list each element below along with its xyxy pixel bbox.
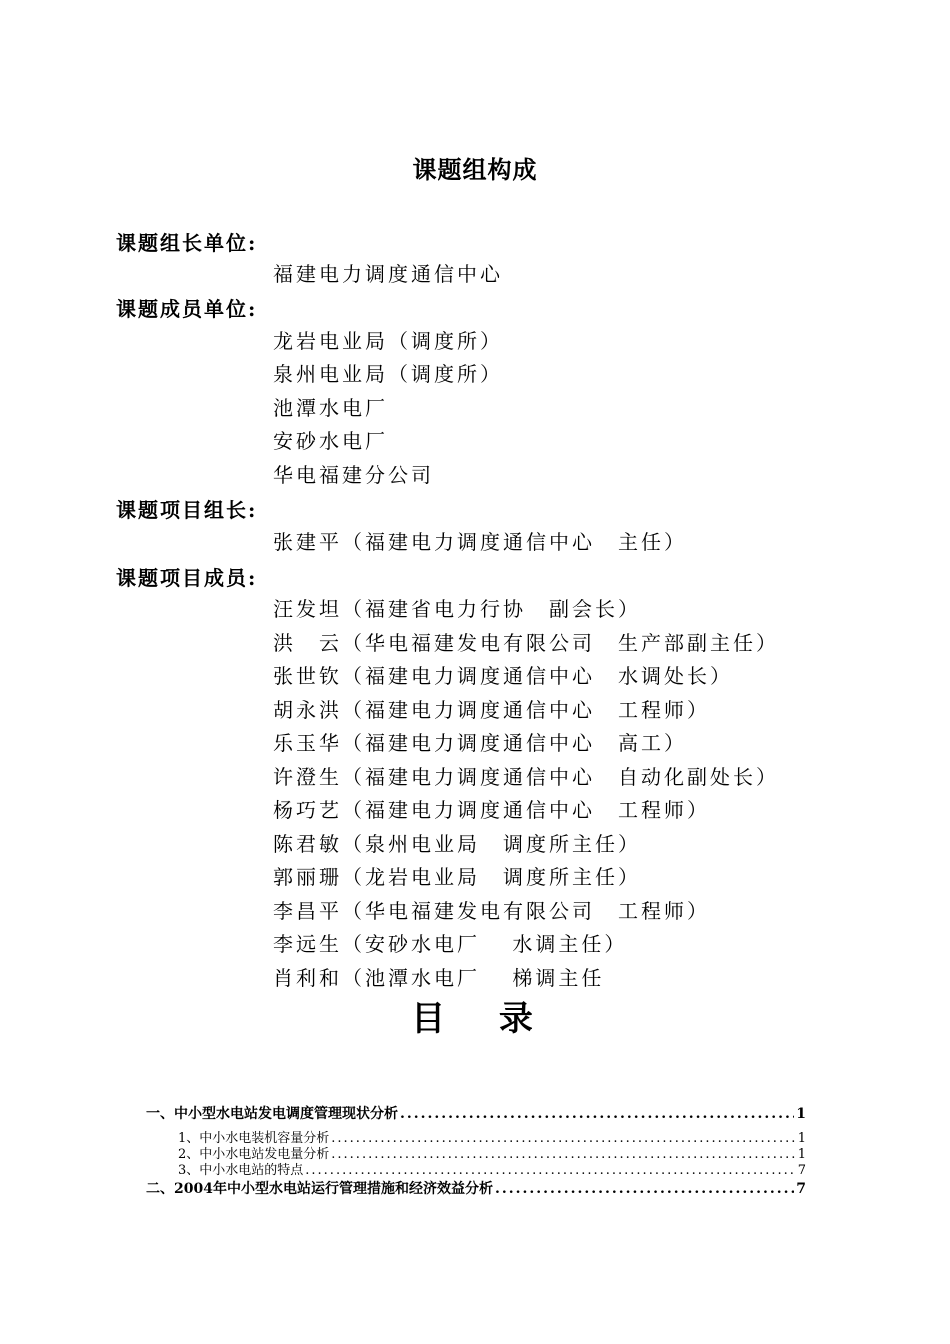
toc-entry-page: 7 (796, 1181, 806, 1197)
member-unit-item: 华电福建分公司 (273, 463, 434, 487)
project-member-item: 李远生（安砂水电厂 水调主任） (273, 932, 628, 956)
section-heading-member-units: 课题成员单位: (116, 297, 258, 321)
toc-entry-page: 1 (797, 1131, 806, 1146)
member-unit-item: 安砂水电厂 (273, 429, 388, 453)
section-heading-project-leader: 课题项目组长: (116, 498, 258, 522)
toc-entry-page: 1 (797, 1147, 806, 1162)
toc-entry-text: 2、中小水电站发电量分析 (178, 1147, 330, 1162)
toc-leader-dots (331, 1132, 795, 1146)
toc-entry[interactable] (146, 1180, 806, 1198)
toc-leader-dots (400, 1105, 794, 1123)
toc-leader-dots (495, 1180, 794, 1198)
toc-entry-page: 7 (797, 1163, 806, 1178)
leader-unit-item: 福建电力调度通信中心 (273, 262, 503, 286)
project-member-item: 李昌平（华电福建发电有限公司 工程师） (273, 899, 710, 923)
project-member-item: 杨巧艺（福建电力调度通信中心 工程师） (273, 798, 710, 822)
toc-entry-text: 3、中小水电站的特点 (178, 1163, 304, 1178)
toc-entry[interactable] (178, 1148, 806, 1162)
section-heading-project-members: 课题项目成员: (116, 566, 258, 590)
toc-leader-dots (305, 1164, 795, 1178)
project-member-item: 洪 云（华电福建发电有限公司 生产部副主任） (273, 631, 779, 655)
project-member-item: 许澄生（福建电力调度通信中心 自动化副处长） (273, 765, 779, 789)
toc-entry-text: 一、中小型水电站发电调度管理现状分析 (146, 1106, 398, 1122)
toc-entry[interactable] (178, 1132, 806, 1146)
project-member-item: 乐玉华（福建电力调度通信中心 高工） (273, 731, 687, 755)
project-member-item: 肖利和（池潭水电厂 梯调主任 (273, 966, 605, 990)
project-member-item: 张世钦（福建电力调度通信中心 水调处长） (273, 664, 733, 688)
section-heading-leader-unit: 课题组长单位: (116, 231, 258, 255)
toc-entry-text: 1、中小水电装机容量分析 (178, 1131, 330, 1146)
member-unit-item: 龙岩电业局（调度所） (273, 329, 503, 353)
project-member-item: 胡永洪（福建电力调度通信中心 工程师） (273, 698, 710, 722)
page-title: 课题组构成 (412, 155, 538, 184)
member-unit-item: 泉州电业局（调度所） (273, 362, 503, 386)
toc-leader-dots (331, 1148, 795, 1162)
member-unit-item: 池潭水电厂 (273, 396, 388, 420)
toc-entry-page: 1 (796, 1106, 806, 1122)
toc-entry-text: 二、2004年中小型水电站运行管理措施和经济效益分析 (146, 1181, 493, 1197)
toc-title: 目 录 (411, 999, 539, 1039)
project-member-item: 汪发坦（福建省电力行协 副会长） (273, 597, 641, 621)
project-leader-item: 张建平（福建电力调度通信中心 主任） (273, 530, 687, 554)
project-member-item: 郭丽珊（龙岩电业局 调度所主任） (273, 865, 641, 889)
toc-entry[interactable] (178, 1164, 806, 1178)
project-member-item: 陈君敏（泉州电业局 调度所主任） (273, 832, 641, 856)
toc-entry[interactable] (146, 1105, 806, 1123)
